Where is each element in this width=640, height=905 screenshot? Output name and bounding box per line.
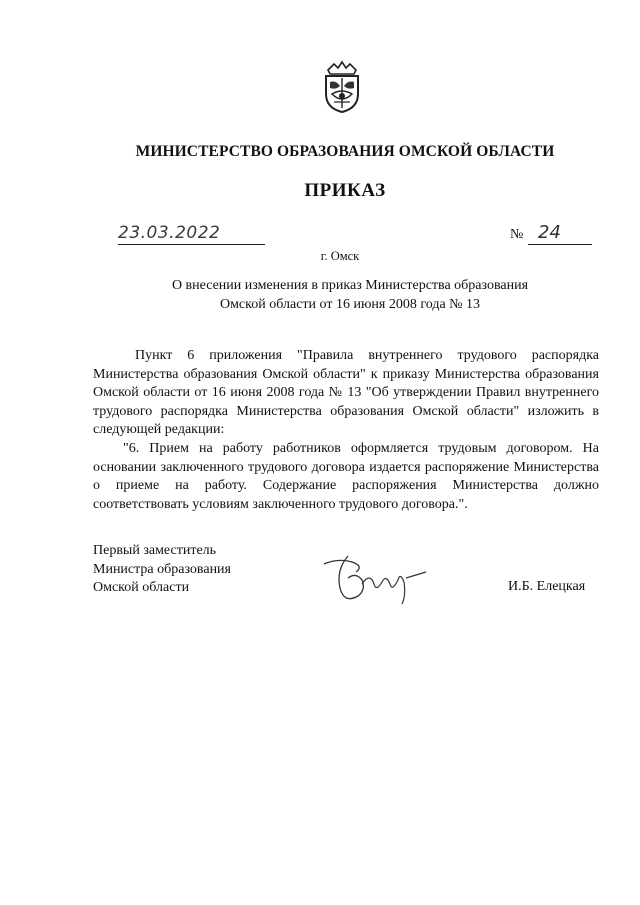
signer-title-line-3: Омской области — [93, 580, 190, 595]
signer-title-line-2: Министра образования — [93, 561, 231, 577]
handwritten-signature-icon — [318, 548, 430, 608]
ministry-name: МИНИСТЕРСТВО ОБРАЗОВАНИЯ ОМСКОЙ ОБЛАСТИ — [135, 143, 555, 160]
body-paragraph-1: Пункт 6 приложения "Правила внутреннего трудового распорядка Министерства образования Омской области" к приказу Министерства образования Омской области от 16 июня 2008 года № 13 "Об утверждении Правил внутреннего трудового распорядка Министерства образования Омской области" изложить в следующей редакции: — [93, 348, 599, 438]
order-subject — [0, 276, 640, 314]
subject-line-1: О внесении изменения в приказ Министерства образования — [171, 278, 529, 293]
signer-title — [93, 542, 231, 598]
signer-name: И.Б. Елецкая — [508, 579, 586, 594]
city: г. Омск — [320, 249, 360, 263]
body-paragraph-2: "6. Прием на работу работников оформляется трудовым договором. На основании заключенного трудового договора издается распоряжение Министерства о приеме на работу. Содержание распоряжения Министерства должно соответствовать условиям заключенного трудового договора.". — [93, 440, 599, 512]
omsk-coat-of-arms-icon — [320, 60, 364, 114]
handwritten-number: 24 — [538, 222, 561, 243]
order-body — [93, 347, 599, 514]
number-underline — [528, 224, 592, 245]
document-type: ПРИКАЗ — [304, 180, 386, 201]
handwritten-date: 23.03.2022 — [118, 223, 221, 243]
signer-title-line-1: Первый заместитель — [93, 543, 217, 558]
number-sign: № — [510, 227, 524, 242]
date-field — [118, 224, 265, 245]
subject-line-2: Омской области от 16 июня 2008 года № 13 — [219, 297, 481, 312]
